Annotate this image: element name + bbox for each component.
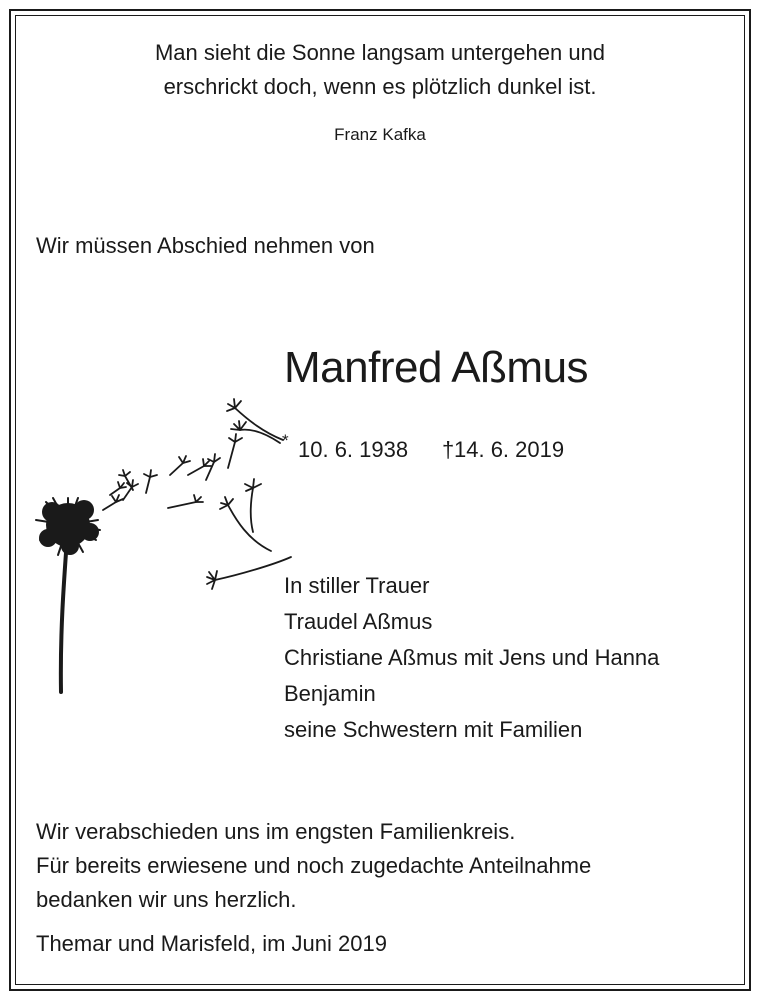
birth-date: 10. 6. 1938 (298, 437, 409, 462)
closing-text (36, 815, 591, 917)
birth-star-icon: * (282, 431, 289, 450)
mourners-line-1: In stiller Trauer (284, 573, 430, 598)
deceased-name: Manfred Aßmus (284, 343, 589, 392)
closing-line-2: Für bereits erwiesene und noch zugedachte Anteilnahme (36, 853, 592, 878)
closing-line-1: Wir verabschieden uns im engsten Familienkreis. (36, 819, 516, 844)
kafka-quote (0, 36, 760, 104)
death-dagger-icon: † (442, 437, 455, 462)
intro-text: Wir müssen Abschied nehmen von (36, 233, 375, 258)
death-date: 14. 6. 2019 (454, 437, 565, 462)
quote-line-1: Man sieht die Sonne langsam untergehen und (154, 40, 606, 65)
mourners-line-5: seine Schwestern mit Familien (284, 717, 583, 742)
mourners-list (284, 568, 659, 748)
place-date: Themar und Marisfeld, im Juni 2019 (36, 931, 387, 956)
mourners-line-3: Christiane Aßmus mit Jens und Hanna (284, 645, 660, 670)
mourners-line-2: Traudel Aßmus (284, 609, 433, 634)
mourners-line-4: Benjamin (284, 681, 376, 706)
quote-line-2: erschrickt doch, wenn es plötzlich dunkel ist. (163, 74, 597, 99)
closing-line-3: bedanken wir uns herzlich. (36, 887, 297, 912)
dandelion-icon (28, 380, 308, 700)
quote-author: Franz Kafka (334, 125, 426, 144)
